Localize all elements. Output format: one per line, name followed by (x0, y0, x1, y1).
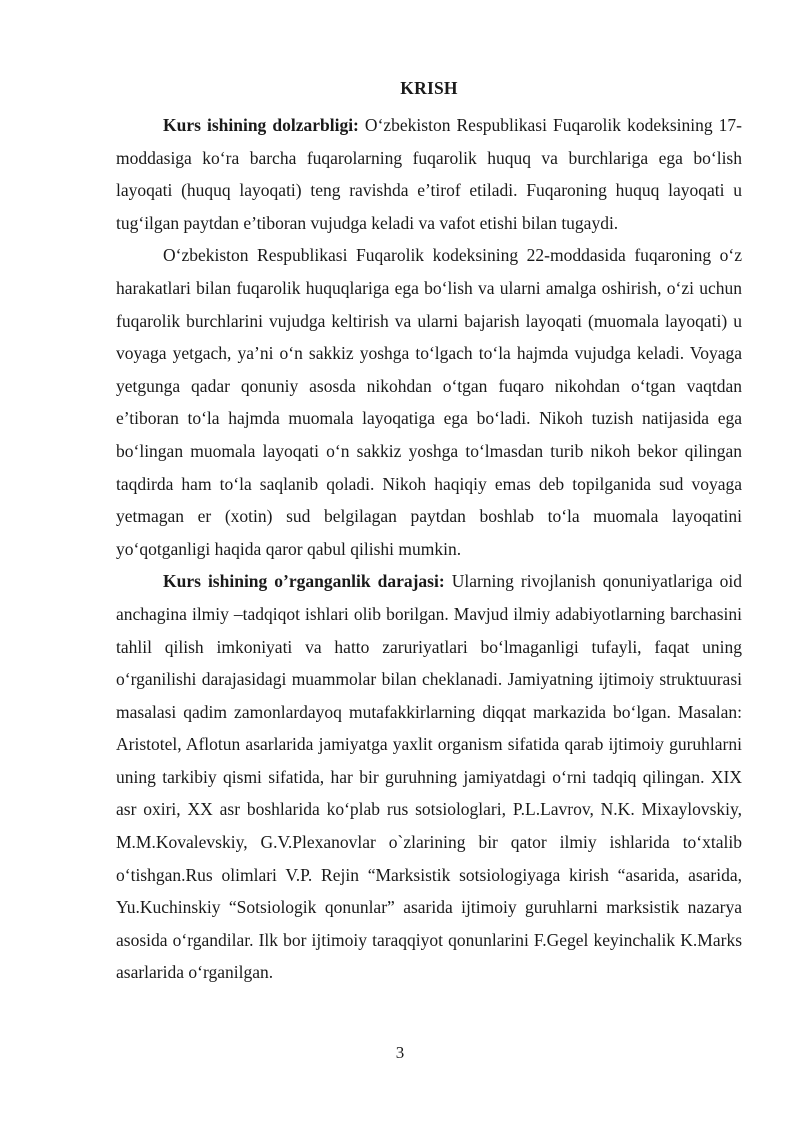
paragraph-legal-capacity (116, 239, 742, 565)
paragraph-relevance (116, 109, 742, 239)
paragraph-text: O‘zbekiston Respublikasi Fuqarolik kodeksining 17-moddasiga ko‘ra barcha fuqarolarning fuqarolik huquq va burchlariga ega bo‘lish layoqati (huquq layoqati) teng ravishda e’tirof etiladi. Fuqaroning huquq layoqati u tug‘ilgan paytdan e’tiboran vujudga keladi va vafot etishi bilan tugaydi. (116, 115, 742, 233)
document-page (116, 76, 742, 989)
paragraph-text: Ularning rivojlanish qonuniyatlariga oid anchagina ilmiy –tadqiqot ishlari olib borilgan. Mavjud ilmiy adabiyotlarning barchasini tahlil qilish imkoniyati va hatto zaruriyatlari bo‘lmaganligi tufayli, faqat uning o‘rganilishi darajasidagi muammolar bilan cheklanadi. Jamiyatning ijtimoiy struktuurasi masalasi qadim zamonlardayoq mutafakkirlarning diqqat markazida bo‘lgan. Masalan: Aristotel, Aflotun asarlarida jamiyatga yaxlit organism sifatida qarab ijtimoiy guruhlarni uning tarkibiy qismi sifatida, har bir guruhning jamiyatdagi o‘rni tadqiq qilingan. XIX asr oxiri, XX asr boshlarida ko‘plab rus sotsiologlari, P.L.Lavrov, N.K. Mixaylovskiy, M.M.Kovalevskiy, G.V.Plexanovlar o`zlarining bir qator ilmiy ishlarida to‘xtalib o‘tishgan.Rus olimlari V.P. Rejin “Marksistik sotsiologiyaga kirish “asarida, asarida, Yu.Kuchinskiy “Sotsiologik qonunlar” asarida ijtimoiy guruhlarni marksistik nazarya asosida o‘rgandilar. Ilk bor ijtimoiy taraqqiyot qonunlarini F.Gegel keyinchalik K.Marks asarlarida o‘rganilgan. (116, 571, 742, 983)
paragraph-study-level (116, 565, 742, 989)
paragraph-text: O‘zbekiston Respublikasi Fuqarolik kodeksining 22-moddasida fuqaroning o‘z harakatlari bilan fuqarolik huquqlariga ega bo‘lish va ularni amalga oshirish, o‘zi uchun fuqarolik burchlarini vujudga keltirish va ularni bajarish layoqati (muomala layoqati) u voyaga yetgach, ya’ni o‘n sakkiz yoshga to‘lgach to‘la hajmda vujudga keladi. Voyaga yetgunga qadar qonuniy asosda nikohdan o‘tgan fuqaro nikohdan o‘tgan vaqtdan e’tiboran to‘la hajmda muomala layoqatiga ega bo‘ladi. Nikoh tuzish natijasida ega bo‘lingan muomala layoqati o‘n sakkiz yoshga to‘lmasdan turib nikoh bekor qilingan taqdirda ham to‘la saqlanib qoladi. Nikoh haqiqiy emas deb topilganida sud voyaga yetmagan er (xotin) sud belgilagan paytdan boshlab to‘la muomala layoqatini yo‘qotganligi haqida qaror qabul qilishi mumkin. (116, 245, 742, 559)
paragraph-lead: Kurs ishining dolzarbligi: (163, 115, 359, 135)
page-number: 3 (395, 1043, 405, 1062)
paragraph-lead: Kurs ishining o’rganganlik darajasi: (163, 571, 445, 592)
section-heading: KRISH (400, 78, 458, 98)
